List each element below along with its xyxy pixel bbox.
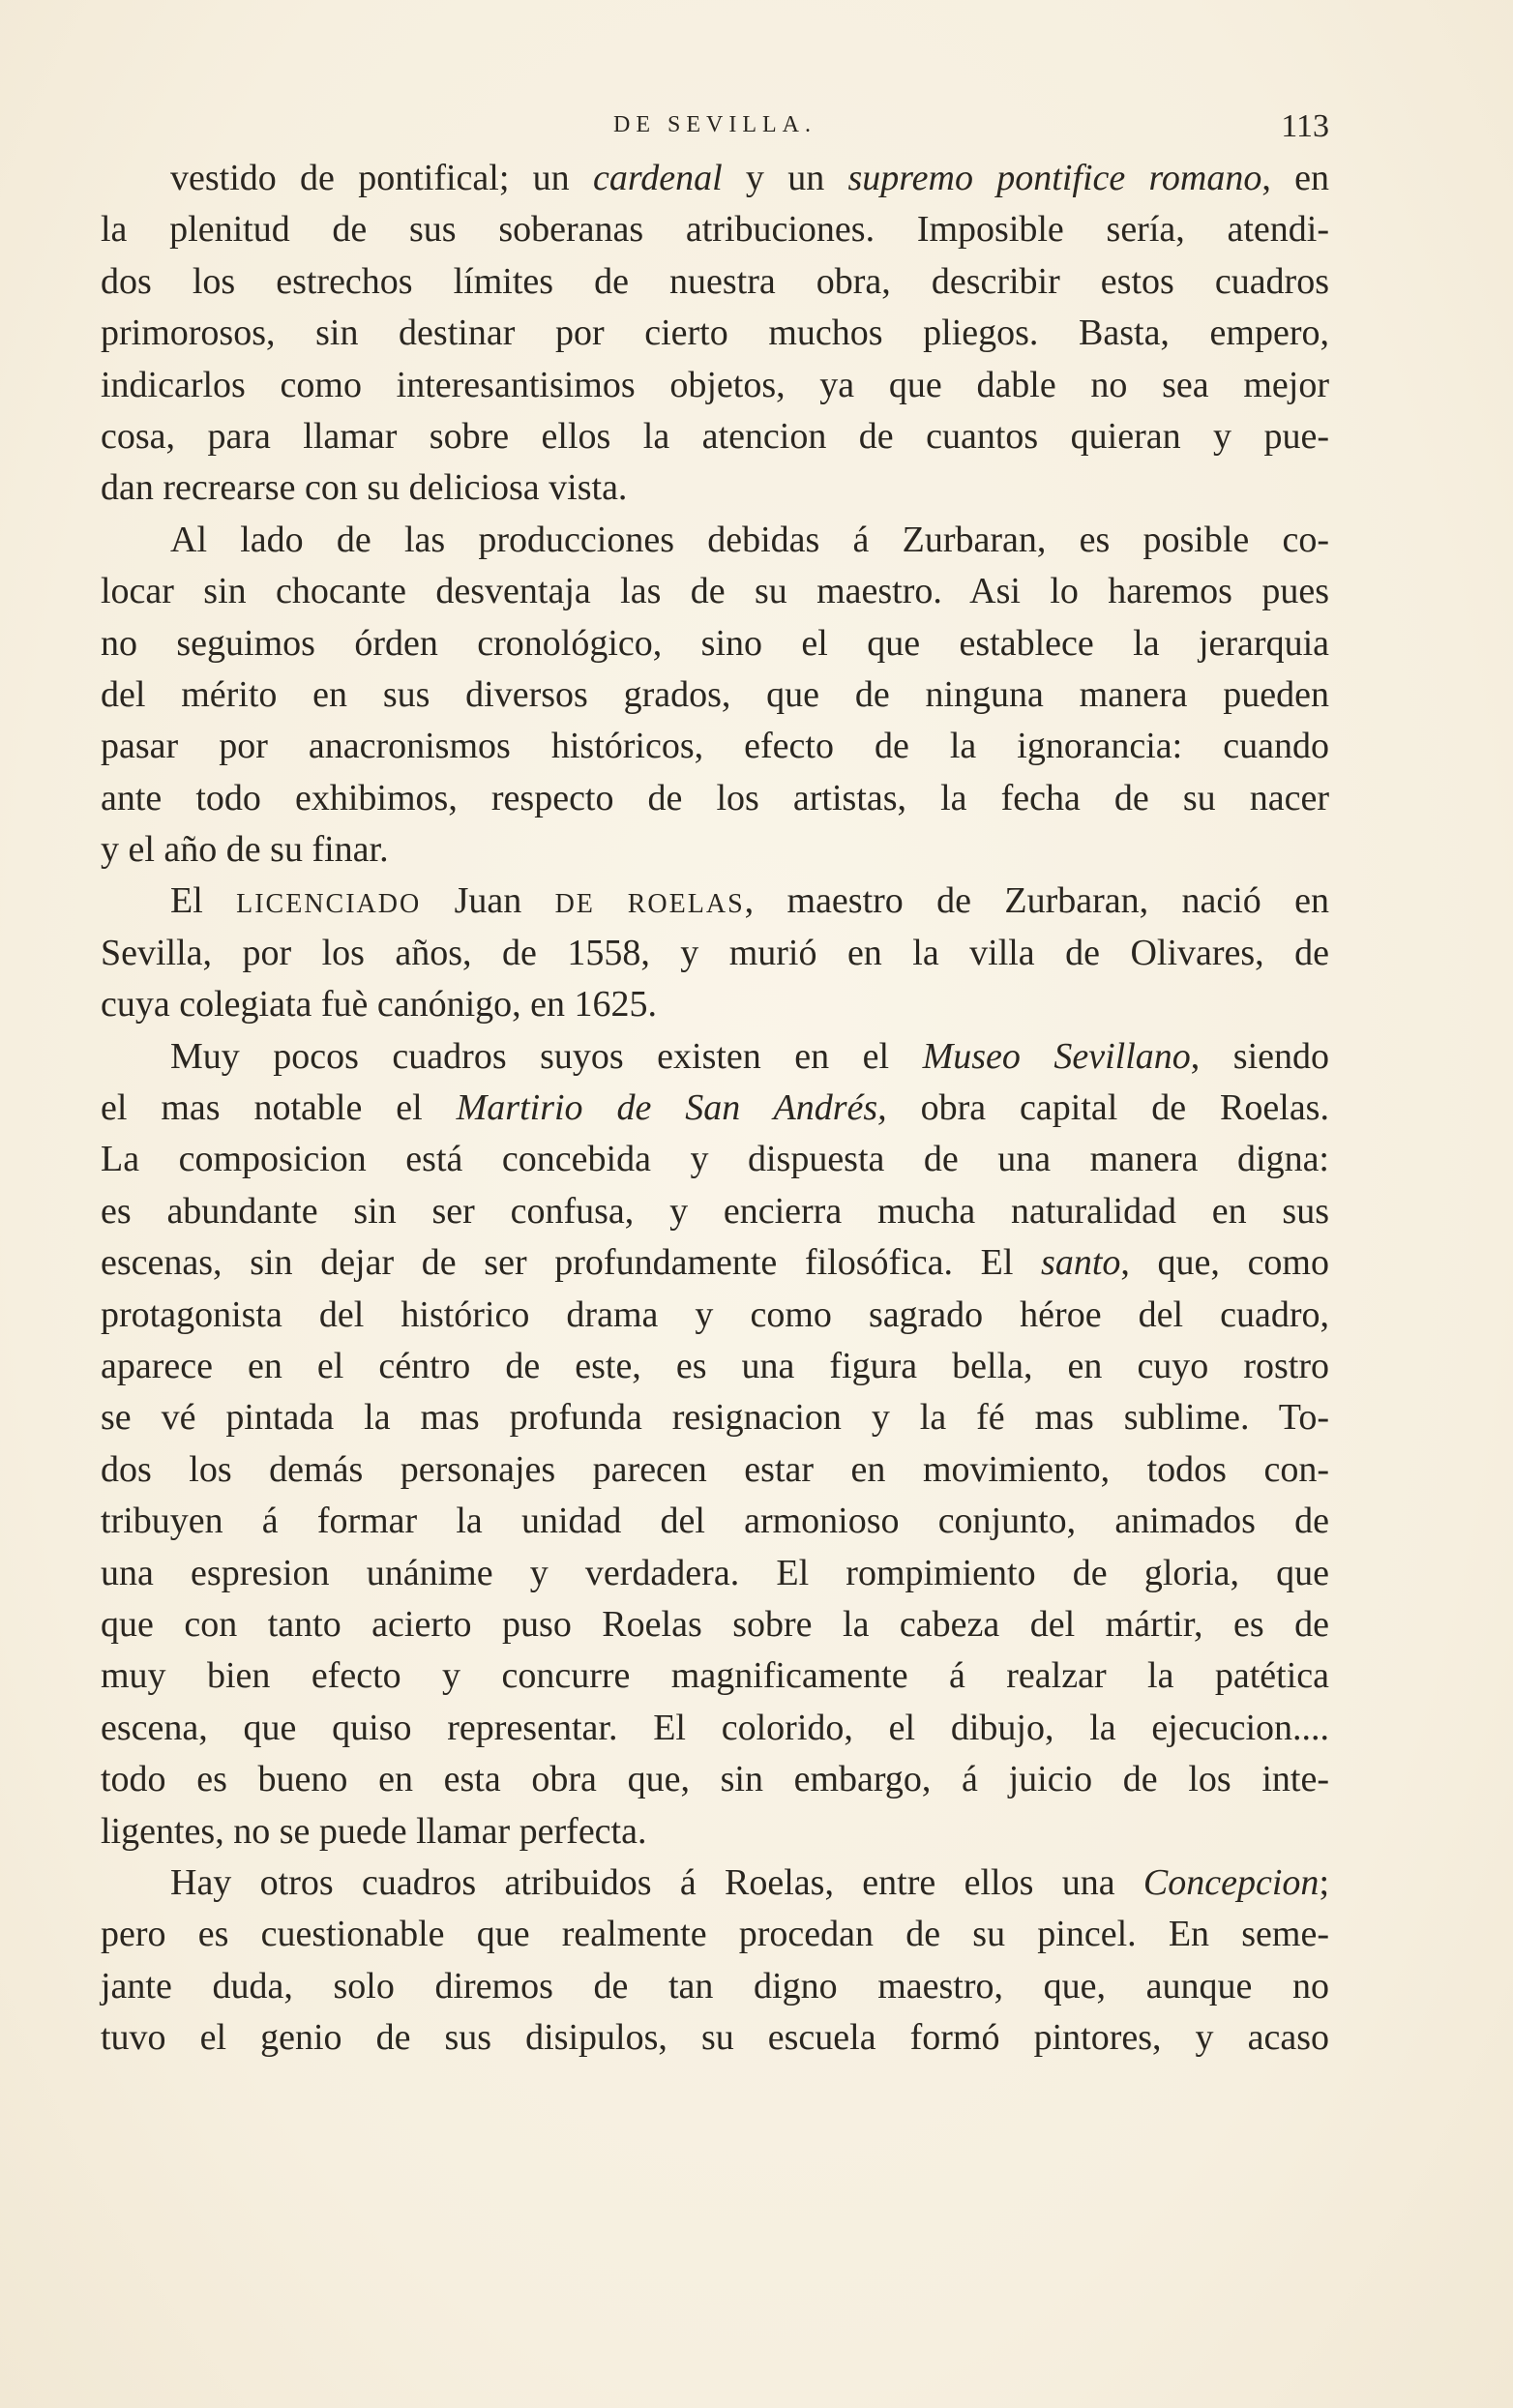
paragraph — [101, 1031, 1329, 1858]
text-run: ante todo exhibimos, respecto de los artistas, la fecha de su nacer — [101, 777, 1329, 818]
text-line — [101, 308, 1329, 359]
text-run: Hay otros cuadros atribuidos á Roelas, entre ellos una — [170, 1861, 1143, 1903]
text-run: protagonista del histórico drama y como sagrado héroe del cuadro, — [101, 1293, 1329, 1335]
text-run: pero es cuestionable que realmente procedan de su pincel. En seme- — [101, 1914, 1329, 1955]
text-line — [101, 411, 1329, 462]
text-run: escenas, sin dejar de ser profundamente filosófica. El — [101, 1242, 1042, 1284]
text-line — [101, 566, 1329, 617]
text-run: ligentes, no se puede llamar perfecta. — [101, 1810, 647, 1852]
text-line — [101, 515, 1329, 566]
text-line — [101, 1031, 1329, 1083]
text-line — [101, 1341, 1329, 1392]
text-line — [101, 824, 1329, 876]
text-line — [101, 204, 1329, 255]
text-run: Muy pocos cuadros suyos existen en el — [170, 1035, 923, 1077]
text-line — [101, 1186, 1329, 1237]
text-line — [101, 462, 1329, 514]
text-run: tribuyen á formar la unidad del armonioso conjunto, animados de — [101, 1501, 1329, 1542]
text-run: una espresion unánime y verdadera. El rompimiento de gloria, que — [101, 1552, 1329, 1593]
text-run: El — [170, 880, 237, 922]
text-line — [101, 618, 1329, 669]
paragraph — [101, 515, 1329, 877]
text-line — [101, 2012, 1329, 2064]
text-line — [101, 1754, 1329, 1805]
text-run: pasar por anacronismos históricos, efecto de la ignorancia: cuando — [101, 726, 1329, 767]
text-run: es abundante sin ser confusa, y encierra mucha naturalidad en sus — [101, 1190, 1329, 1232]
small-caps-text: LICENCIADO — [236, 889, 422, 920]
text-line — [101, 1703, 1329, 1754]
page-header — [101, 108, 1329, 147]
text-run: , en — [1261, 158, 1330, 198]
text-line — [101, 1444, 1329, 1496]
text-line — [101, 1083, 1329, 1134]
text-line — [101, 773, 1329, 824]
text-run: y un — [722, 158, 848, 198]
text-run: Juan — [421, 880, 555, 922]
small-caps-text: DE ROELAS — [554, 889, 745, 920]
text-line — [101, 1496, 1329, 1547]
text-run: , siendo — [1190, 1035, 1330, 1077]
text-run: locar sin chocante desventaja las de su maestro. Asi lo haremos pues — [101, 571, 1329, 612]
text-run: dos los demás personajes parecen estar en movimiento, todos con- — [101, 1448, 1329, 1490]
italic-text: supremo pontifice romano — [847, 158, 1262, 198]
running-head: DE SEVILLA. — [613, 112, 816, 137]
text-run: del mérito en sus diversos grados, que de ninguna manera pueden — [101, 673, 1329, 715]
text-run: tuvo el genio de sus disipulos, su escuela formó pintores, y acaso — [101, 2017, 1329, 2059]
text-line — [101, 153, 1329, 204]
text-run: se vé pintada la mas profunda resignacion y la fé mas sublime. To- — [101, 1397, 1329, 1439]
text-line — [101, 1961, 1329, 2012]
text-line — [101, 669, 1329, 721]
text-line — [101, 256, 1329, 308]
paragraph — [101, 153, 1329, 515]
text-line — [101, 1858, 1329, 1909]
text-run: la plenitud de sus soberanas atribuciones. Imposible sería, atendi- — [101, 209, 1329, 251]
text-run: dos los estrechos límites de nuestra obra, describir estos cuadros — [101, 260, 1329, 302]
body-text — [101, 153, 1329, 2064]
text-run: ; — [1319, 1861, 1329, 1903]
text-line — [101, 1548, 1329, 1599]
text-run: , maestro de Zurbaran, nació en — [744, 880, 1329, 922]
italic-text: Museo Sevillano — [922, 1035, 1191, 1077]
italic-text: Concepcion — [1142, 1861, 1320, 1903]
text-run: cosa, para llamar sobre ellos la atencion de cuantos quieran y pue- — [101, 415, 1329, 457]
text-run: que con tanto acierto puso Roelas sobre la cabeza del mártir, es de — [101, 1603, 1329, 1645]
text-line — [101, 360, 1329, 411]
text-run: aparece en el céntro de este, es una figura bella, en cuyo rostro — [101, 1345, 1329, 1386]
text-run: La composicion está concebida y dispuesta de una manera digna: — [101, 1139, 1329, 1180]
text-run: obra capital de Roelas. — [886, 1087, 1329, 1129]
text-run: cuya colegiata fuè canónigo, en 1625. — [101, 984, 658, 1026]
text-run: Sevilla, por los años, de 1558, y murió en la villa de Olivares, de — [101, 932, 1329, 973]
text-run: Al lado de las producciones debidas á Zurbaran, es posible co- — [170, 519, 1329, 560]
text-run: escena, que quiso representar. El colorido, el dibujo, la ejecucion.... — [101, 1707, 1329, 1748]
text-run: y el año de su finar. — [101, 829, 389, 871]
text-run: vestido de pontifical; un — [170, 158, 593, 198]
text-run: indicarlos como interesantisimos objetos, ya que dable no sea mejor — [101, 364, 1329, 405]
text-line — [101, 1909, 1329, 1960]
text-run: jante duda, solo diremos de tan digno maestro, que, aunque no — [101, 1965, 1329, 2007]
paragraph — [101, 1858, 1329, 2065]
text-line — [101, 1599, 1329, 1650]
text-line — [101, 1392, 1329, 1443]
text-line — [101, 1134, 1329, 1185]
text-line — [101, 721, 1329, 772]
text-line — [101, 1237, 1329, 1289]
text-run: no seguimos órden cronológico, sino el que establece la jerarquia — [101, 622, 1329, 664]
text-run: primorosos, sin destinar por cierto muchos pliegos. Basta, empero, — [101, 312, 1329, 354]
paragraph — [101, 876, 1329, 1030]
text-line — [101, 1806, 1329, 1858]
text-line — [101, 1290, 1329, 1341]
italic-text: Martirio de San Andrés, — [456, 1087, 887, 1129]
text-line — [101, 876, 1329, 927]
text-run: , que, como — [1120, 1242, 1329, 1284]
text-run: dan recrearse con su deliciosa vista. — [101, 467, 628, 509]
text-run: el mas notable el — [101, 1087, 457, 1129]
text-line — [101, 979, 1329, 1030]
italic-text: cardenal — [592, 158, 723, 198]
text-run: todo es bueno en esta obra que, sin embargo, á juicio de los inte- — [101, 1759, 1329, 1800]
text-line — [101, 1650, 1329, 1702]
text-run: muy bien efecto y concurre magnificamente á realzar la patética — [101, 1655, 1329, 1697]
text-line — [101, 928, 1329, 979]
italic-text: santo — [1041, 1242, 1121, 1284]
page-number: 113 — [1281, 108, 1329, 144]
